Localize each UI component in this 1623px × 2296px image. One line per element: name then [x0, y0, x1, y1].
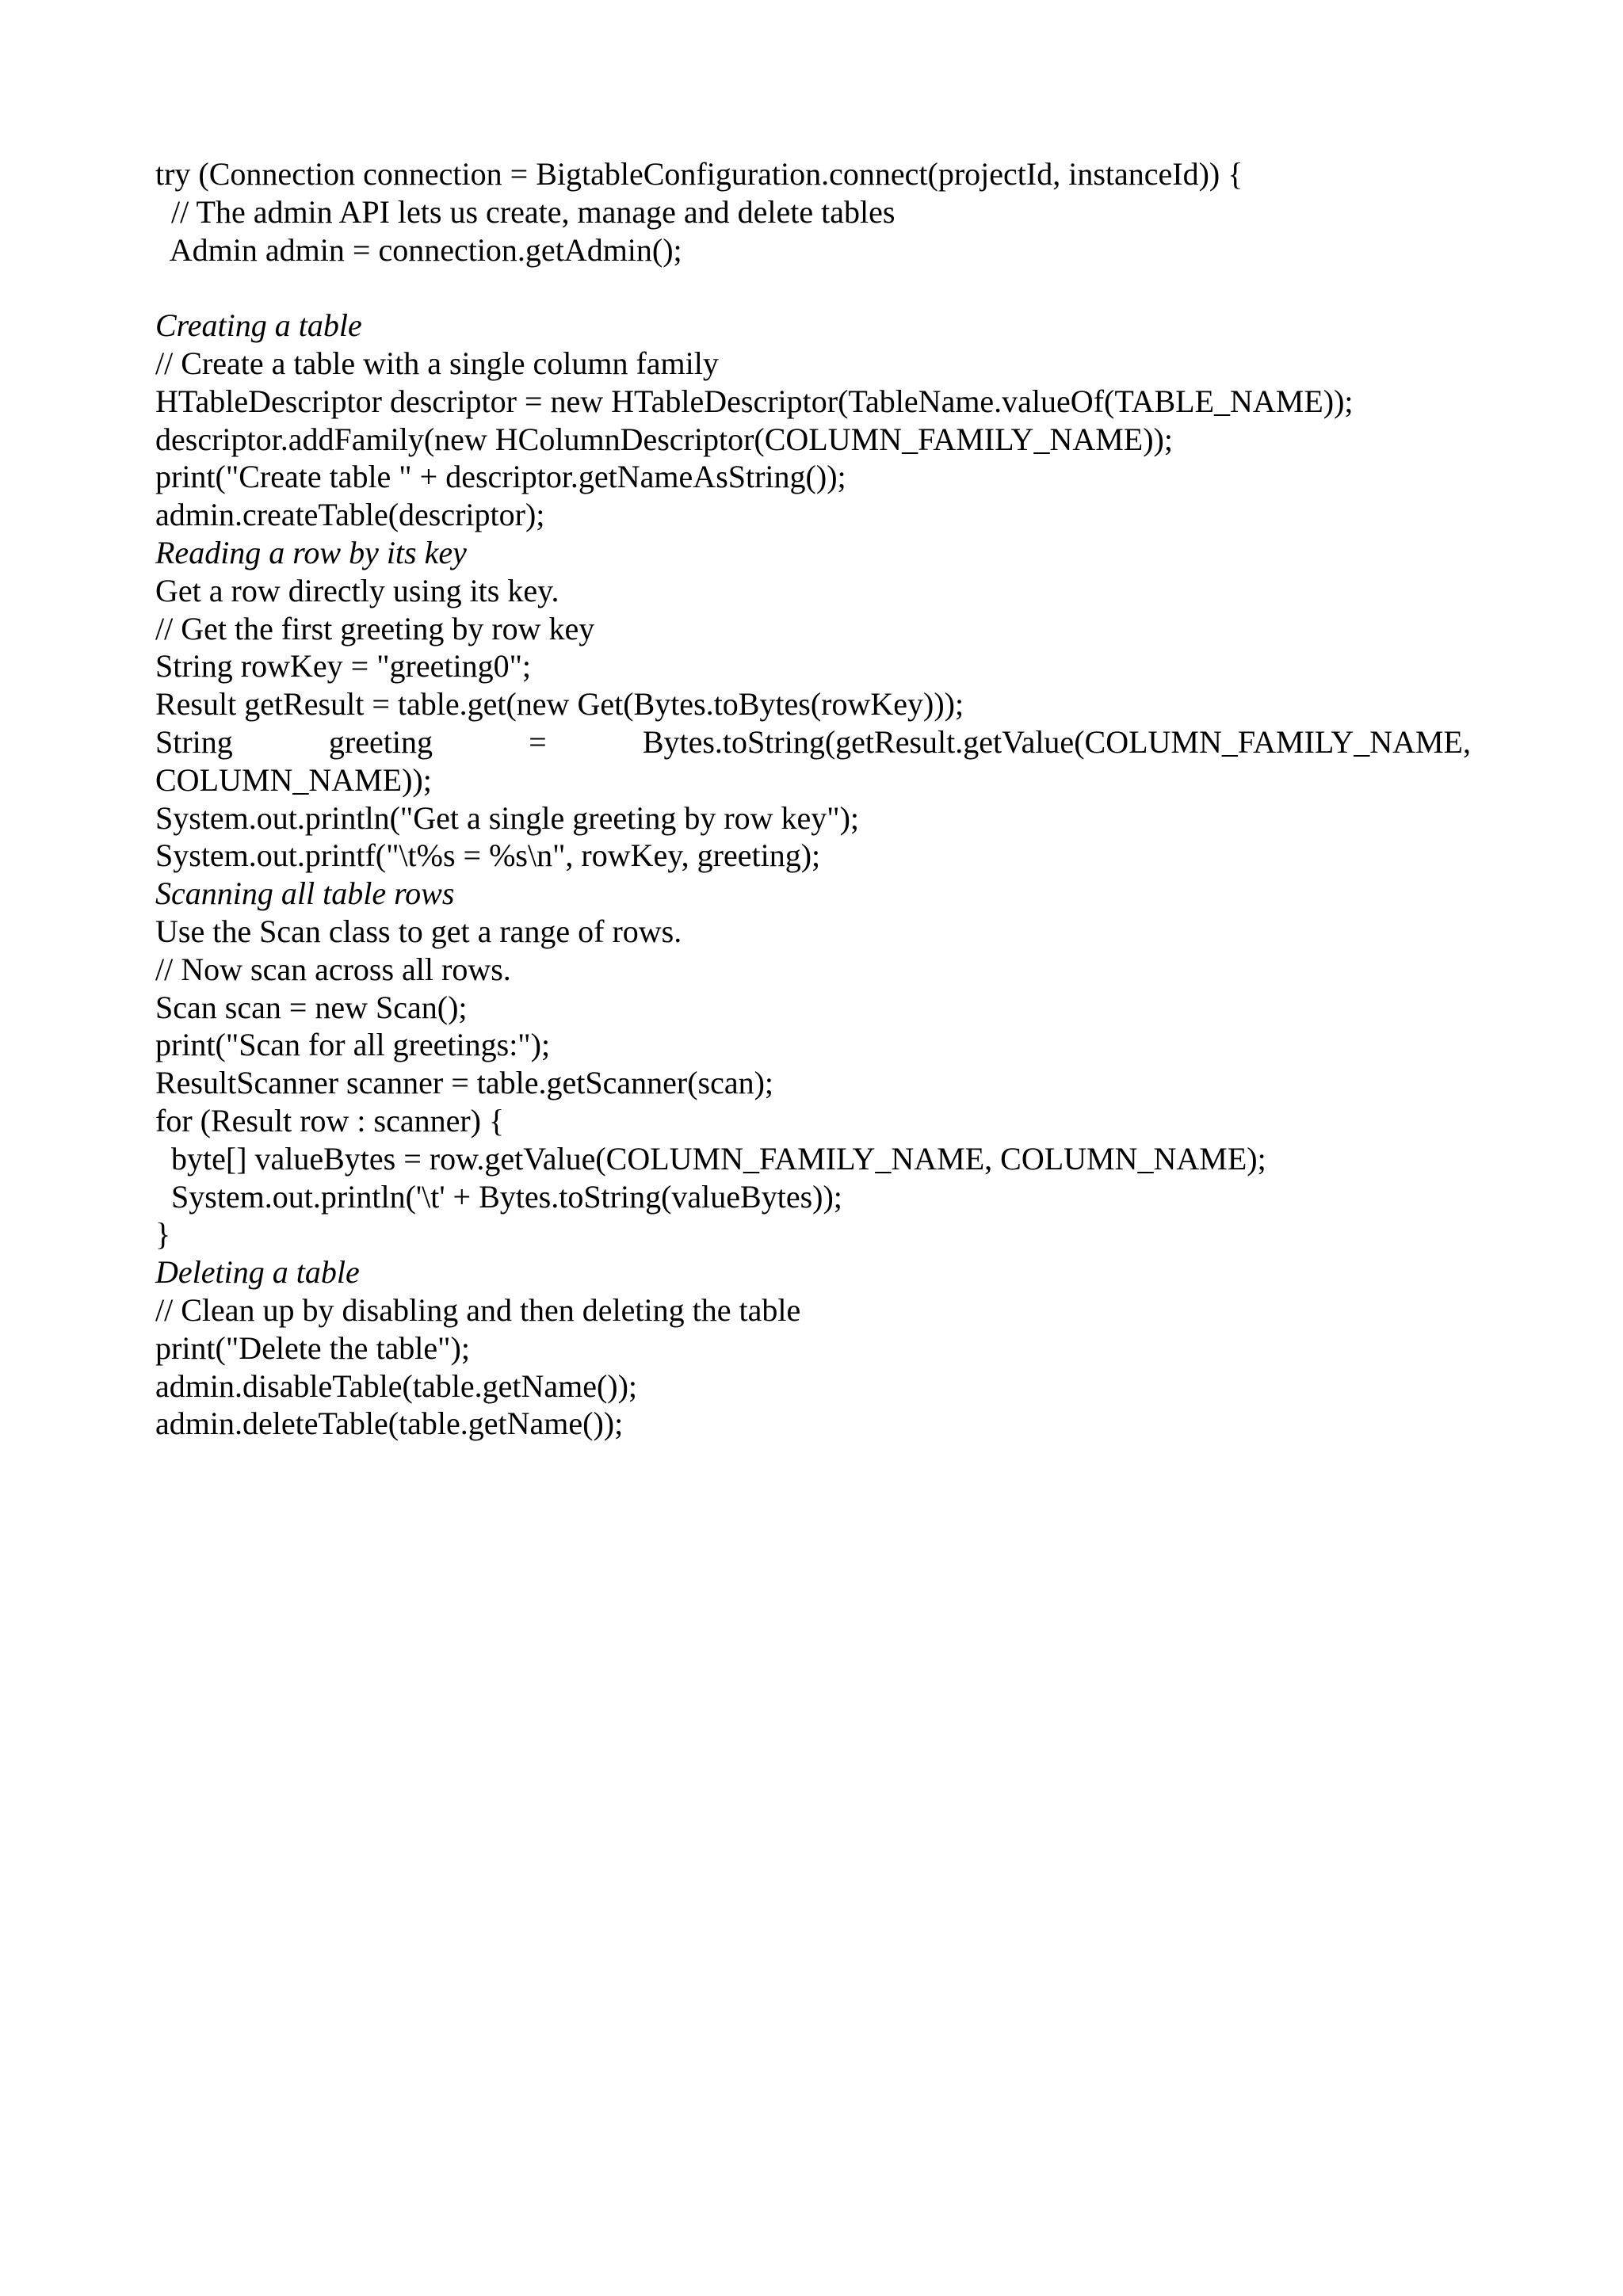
section-heading-reading: Reading a row by its key	[155, 534, 467, 570]
code-line: System.out.println('\t' + Bytes.toString(valueBytes));	[155, 1178, 842, 1215]
code-line: // Clean up by disabling and then deleting the table	[155, 1291, 801, 1328]
section-heading-deleting: Deleting a table	[155, 1254, 360, 1291]
code-line: // Get the first greeting by row key	[155, 610, 595, 646]
code-line: print("Create table " + descriptor.getNameAsString());	[155, 459, 846, 495]
text-line: Get a row directly using its key.	[155, 572, 559, 608]
code-line: System.out.printf("\t%s = %s\n", rowKey, greeting);	[155, 837, 821, 874]
code-line: Admin admin = connection.getAdmin();	[155, 231, 682, 268]
code-line: // The admin API lets us create, manage and delete tables	[155, 193, 896, 230]
code-line: // Now scan across all rows.	[155, 951, 511, 987]
code-line: try (Connection connection = BigtableConfiguration.connect(projectId, instanceId)) {	[155, 156, 1243, 192]
code-line: Result getResult = table.get(new Get(Bytes.toBytes(rowKey)));	[155, 686, 964, 723]
code-line: admin.createTable(descriptor);	[155, 497, 545, 533]
section-heading-scanning: Scanning all table rows	[155, 875, 455, 912]
code-line: // Create a table with a single column family	[155, 345, 719, 381]
code-line: print("Scan for all greetings:");	[155, 1027, 551, 1063]
text-line: Use the Scan class to get a range of rows.	[155, 913, 682, 949]
code-line: admin.deleteTable(table.getName());	[155, 1405, 624, 1442]
code-line: descriptor.addFamily(new HColumnDescriptor(COLUMN_FAMILY_NAME));	[155, 421, 1173, 457]
code-line: HTableDescriptor descriptor = new HTableDescriptor(TableName.valueOf(TABLE_NAME));	[155, 383, 1354, 419]
code-line: ResultScanner scanner = table.getScanner(scan);	[155, 1065, 774, 1101]
document-content	[155, 155, 1471, 1443]
code-line: String rowKey = "greeting0";	[155, 648, 532, 685]
code-line: print("Delete the table");	[155, 1329, 470, 1366]
blank-line	[155, 269, 1471, 307]
section-heading-creating: Creating a table	[155, 307, 362, 344]
code-line: byte[] valueBytes = row.getValue(COLUMN_FAMILY_NAME, COLUMN_NAME);	[155, 1140, 1266, 1177]
code-line: Scan scan = new Scan();	[155, 989, 468, 1025]
code-line: }	[155, 1216, 171, 1253]
code-line: for (Result row : scanner) {	[155, 1102, 505, 1138]
code-line-wrapped: String greeting = Bytes.toString(getResult.getValue(COLUMN_FAMILY_NAME, COLUMN_NAME));	[155, 723, 1471, 798]
code-line: admin.disableTable(table.getName());	[155, 1367, 638, 1404]
code-line: System.out.println("Get a single greeting by row key");	[155, 799, 860, 836]
